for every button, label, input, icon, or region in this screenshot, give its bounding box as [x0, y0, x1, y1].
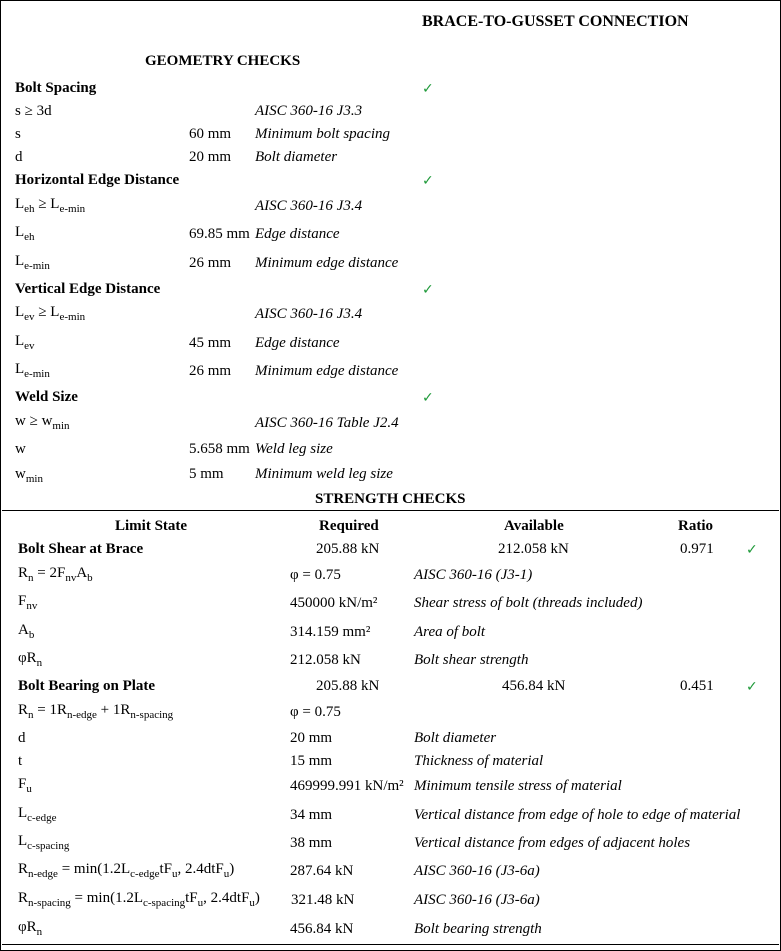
page-title: BRACE-TO-GUSSET CONNECTION: [422, 13, 689, 30]
bolt-shear-available: 212.058 kN: [498, 541, 569, 557]
lev-condition: $L_{ev} \ge L_{e-min}$: [15, 304, 86, 323]
horizontal-edge-title: Horizontal Edge Distance: [15, 172, 180, 188]
d-label: d: [18, 730, 26, 746]
phirn-bearing-label: $\varphi R_n$: [18, 919, 43, 938]
t-value: 15 mm: [290, 753, 333, 769]
check-icon: ✓: [422, 390, 434, 406]
strength-heading: STRENGTH CHECKS: [315, 491, 466, 507]
lev-description: Edge distance: [255, 335, 340, 351]
ab-label: $A_b$: [18, 622, 35, 641]
d-value: 20 mm: [290, 730, 333, 746]
s-value: 60 mm: [189, 126, 232, 142]
d-description: Bolt diameter: [255, 149, 338, 165]
wmin-label: $w_{min}$: [15, 466, 43, 485]
fnv-description: Shear stress of bolt (threads included): [414, 595, 643, 611]
fu-label: $F_u$: [18, 776, 32, 795]
fu-value: 469999.991 kN/m²: [290, 778, 404, 794]
rn-shear-reference: AISC 360-16 (J3-1): [414, 567, 533, 583]
s-description: Minimum bolt spacing: [255, 126, 390, 142]
weld-condition: $w \ge w_{min}$: [15, 413, 70, 432]
lemin-label: $L_{e-min}$: [15, 361, 50, 380]
check-icon: ✓: [746, 679, 758, 695]
check-icon: ✓: [746, 542, 758, 558]
check-icon: ✓: [422, 173, 434, 189]
rnspacing-reference: AISC 360-16 (J3-6a): [414, 892, 540, 908]
vertical-edge-title: Vertical Edge Distance: [15, 281, 161, 297]
w-value: 5.658 mm: [189, 441, 250, 457]
bolt-spacing-reference: AISC 360-16 J3.3: [255, 103, 363, 119]
rn-bearing-formula: $R_n = 1R_{n-edge} + 1R_{n-spacing}$: [18, 702, 174, 721]
fnv-value: 450000 kN/m²: [290, 595, 378, 611]
column-ratio: Ratio: [678, 518, 713, 534]
lemin-value: 26 mm: [189, 255, 232, 271]
ab-description: Area of bolt: [414, 624, 486, 640]
w-label: w: [15, 441, 26, 457]
wmin-description: Minimum weld leg size: [255, 466, 393, 482]
lcedge-value: 34 mm: [290, 807, 333, 823]
rnedge-formula: $R_{n-edge} = \min(1.2L_{c-edge}tF_u$, 2.4dtF$_u$): [18, 861, 235, 880]
lev-value: 45 mm: [189, 335, 232, 351]
leh-value: 69.85 mm: [189, 226, 250, 242]
fnv-label: $F_{nv}$: [18, 593, 38, 612]
phirn-shear-value: 212.058 kN: [290, 652, 361, 668]
phirn-shear-description: Bolt shear strength: [414, 652, 529, 668]
w-description: Weld leg size: [255, 441, 333, 457]
lev-label: $L_{ev}$: [15, 333, 35, 352]
check-icon: ✓: [422, 81, 434, 97]
bolt-bearing-ratio: 0.451: [680, 678, 714, 694]
bolt-shear-required: 205.88 kN: [316, 541, 380, 557]
bolt-bearing-available: 456.84 kN: [502, 678, 566, 694]
rnspacing-formula: $R_{n-spacing} = \min(1.2L_{c-spacing}tF_u$, 2.4dtF$_u$): [18, 890, 260, 909]
bolt-spacing-condition: s ≥ 3d: [15, 103, 52, 119]
lemin-description: Minimum edge distance: [255, 363, 399, 379]
column-available: Available: [504, 518, 564, 534]
divider: [2, 510, 779, 511]
leh-condition: $L_{eh} \ge L_{e-min}$: [15, 196, 86, 215]
lemin-value: 26 mm: [189, 363, 232, 379]
horizontal-edge-reference: AISC 360-16 J3.4: [255, 198, 363, 214]
wmin-value: 5 mm: [189, 466, 224, 482]
lcedge-label: $L_{c-edge}$: [18, 805, 57, 824]
lemin-label: $L_{e-min}$: [15, 253, 50, 272]
lemin-description: Minimum edge distance: [255, 255, 399, 271]
leh-label: $L_{eh}$: [15, 224, 35, 243]
ab-value: 314.159 mm²: [290, 624, 371, 640]
lcedge-description: Vertical distance from edge of hole to edge of material: [414, 807, 741, 823]
weld-size-title: Weld Size: [15, 389, 78, 405]
fu-description: Minimum tensile stress of material: [414, 778, 622, 794]
lcspacing-value: 38 mm: [290, 835, 333, 851]
rn-shear-formula: $R_n = 2F_{nv}A_b$: [18, 565, 93, 584]
bolt-spacing-title: Bolt Spacing: [15, 80, 97, 96]
phirn-shear-label: $\varphi R_n$: [18, 650, 43, 669]
phirn-bearing-description: Bolt bearing strength: [414, 921, 542, 937]
bolt-shear-title: Bolt Shear at Brace: [18, 541, 144, 557]
d-label: d: [15, 149, 23, 165]
rnspacing-value: 321.48 kN: [291, 892, 355, 908]
phirn-bearing-value: 456.84 kN: [290, 921, 354, 937]
column-limit-state: Limit State: [115, 518, 188, 534]
lcspacing-label: $L_{c-spacing}$: [18, 833, 70, 852]
phi-value: φ = 0.75: [290, 704, 341, 720]
rnedge-value: 287.64 kN: [290, 863, 354, 879]
bolt-shear-ratio: 0.971: [680, 541, 714, 557]
check-icon: ✓: [422, 282, 434, 298]
leh-description: Edge distance: [255, 226, 340, 242]
d-description: Bolt diameter: [414, 730, 497, 746]
t-label: t: [18, 753, 23, 769]
vertical-edge-reference: AISC 360-16 J3.4: [255, 306, 363, 322]
s-label: s: [15, 126, 21, 142]
bolt-bearing-required: 205.88 kN: [316, 678, 380, 694]
d-value: 20 mm: [189, 149, 232, 165]
divider: [2, 944, 779, 945]
bolt-bearing-title: Bolt Bearing on Plate: [18, 678, 156, 694]
geometry-heading: GEOMETRY CHECKS: [145, 53, 301, 69]
t-description: Thickness of material: [414, 753, 544, 769]
lcspacing-description: Vertical distance from edges of adjacent holes: [414, 835, 691, 851]
column-required: Required: [319, 518, 379, 534]
weld-size-reference: AISC 360-16 Table J2.4: [255, 415, 399, 431]
phi-value: φ = 0.75: [290, 567, 341, 583]
rnedge-reference: AISC 360-16 (J3-6a): [414, 863, 540, 879]
